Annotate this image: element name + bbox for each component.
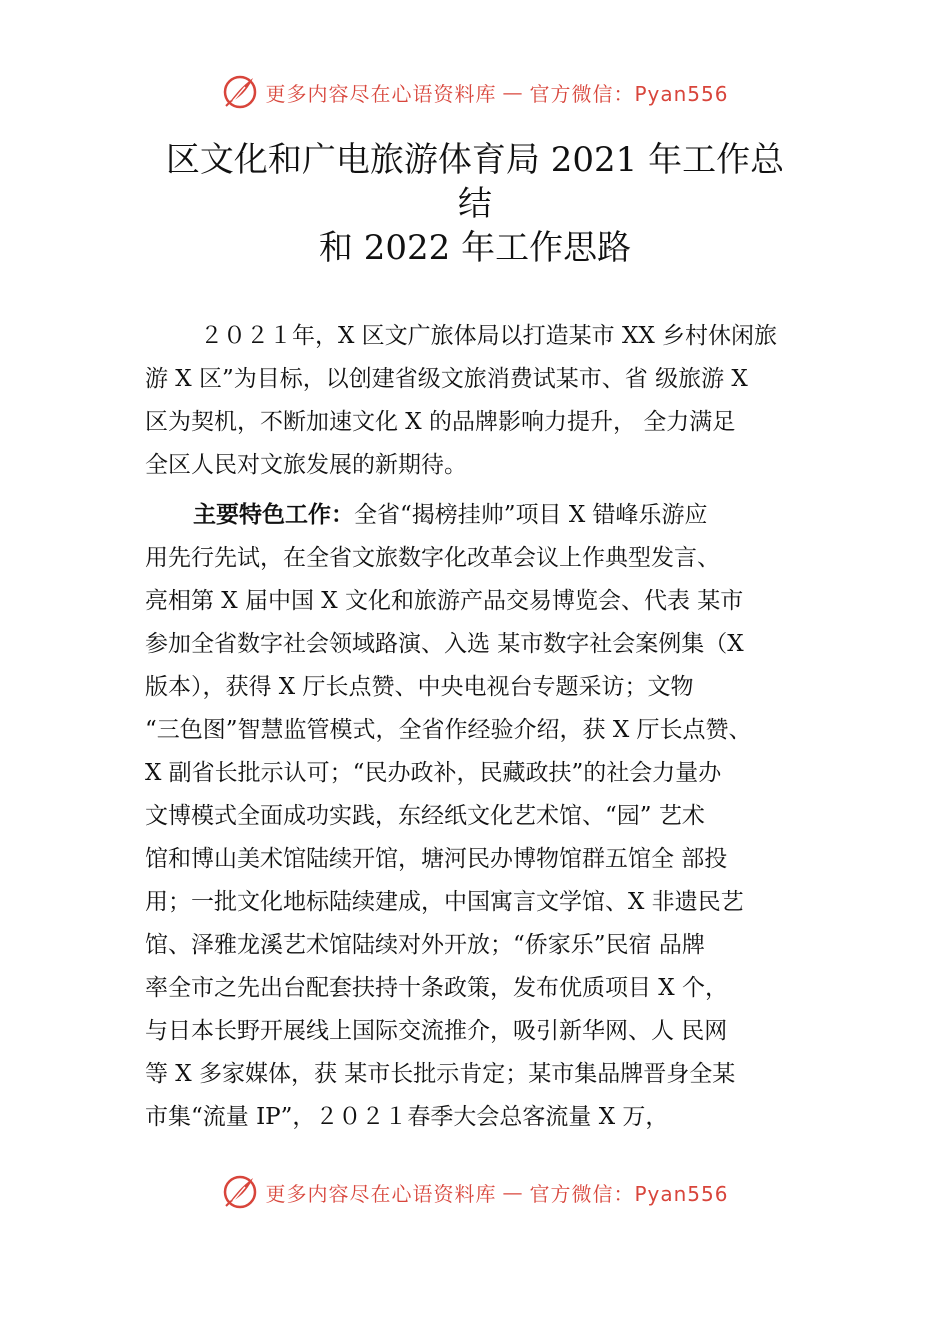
- header-banner: [0, 70, 950, 114]
- paragraph-line: ２０２１年，X 区文广旅体局以打造某市 XX 乡村休闲旅: [200, 323, 778, 349]
- paragraph-line: 亮相第 X 届中国 X 文化和旅游产品交易博览会、代表 某市: [145, 588, 744, 614]
- paragraph-line: 馆和博山美术馆陆续开馆，塘河民办博物馆群五馆全 部投: [145, 846, 728, 872]
- paragraph-line: 馆、泽雅龙溪艺术馆陆续对外开放；“侨家乐”民宿 品牌: [145, 932, 705, 958]
- banner-content: [221, 73, 728, 111]
- paragraph-intro: [145, 315, 850, 487]
- title-line: 和 2022 年工作思路: [318, 228, 632, 268]
- banner-content: [221, 1173, 728, 1211]
- paragraph-line: 游 X 区”为目标，以创建省级文旅消费试某市、省 级旅游 X: [145, 366, 748, 392]
- paragraph-line: 用；一批文化地标陆续建成，中国寓言文学馆、X 非遗民艺: [145, 889, 744, 915]
- banner-separator: —: [502, 1180, 524, 1204]
- banner-text: 更多内容尽在心语资料库: [265, 81, 497, 106]
- paragraph-line: 率全市之先出台配套扶持十条政策，发布优质项目 X 个，: [145, 975, 728, 1001]
- paragraph-line: “三色图”智慧监管模式，全省作经验介绍，获 X 厅长点赞、: [145, 717, 752, 743]
- footer-banner: [0, 1170, 950, 1214]
- paragraph-line: 全区人民对文旅发展的新期待。: [145, 452, 467, 478]
- paragraph-line: X 副省长批示认可；“民办政补，民藏政扶”的社会力量办: [145, 760, 722, 786]
- paragraph-line: 与日本长野开展线上国际交流推介，吸引新华网、人 民网: [145, 1018, 728, 1044]
- paragraph-line: 文博模式全面成功实践，东经纸文化艺术馆、“园” 艺术: [145, 803, 705, 829]
- section-heading: 主要特色工作：: [193, 502, 354, 528]
- paragraph-line: 市集“流量 IP”，２０２１春季大会总客流量 X 万，: [145, 1104, 669, 1130]
- document-title: [60, 138, 890, 270]
- paragraph-line: 区为契机，不断加速文化 X 的品牌影响力提升， 全力满足: [145, 409, 736, 435]
- quill-logo-icon: [221, 1173, 259, 1211]
- banner-wechat: 官方微信：Pyan556: [529, 81, 729, 106]
- banner-text: 更多内容尽在心语资料库: [265, 1181, 497, 1206]
- quill-logo-icon: [221, 73, 259, 111]
- paragraph-line: 参加全省数字社会领域路演、入选 某市数字社会案例集（X: [145, 631, 744, 657]
- paragraph-line-text: 全省“揭榜挂帅”项目 X 错峰乐游应: [354, 502, 708, 528]
- paragraph-line: 用先行先试，在全省文旅数字化改革会议上作典型发言、: [145, 545, 720, 571]
- banner-wechat: 官方微信：Pyan556: [529, 1181, 729, 1206]
- title-line: 区文化和广电旅游体育局 2021 年工作总: [165, 140, 785, 180]
- banner-separator: —: [502, 80, 524, 104]
- paragraph-line: 等 X 多家媒体，获 某市长批示肯定；某市集品牌晋身全某: [145, 1061, 736, 1087]
- paragraph-line: 版本），获得 X 厅长点赞、中央电视台专题采访；文物: [145, 674, 694, 700]
- paragraph-first-line: [145, 494, 850, 537]
- paragraph-highlights: [145, 494, 850, 1139]
- title-line: 结: [458, 184, 492, 224]
